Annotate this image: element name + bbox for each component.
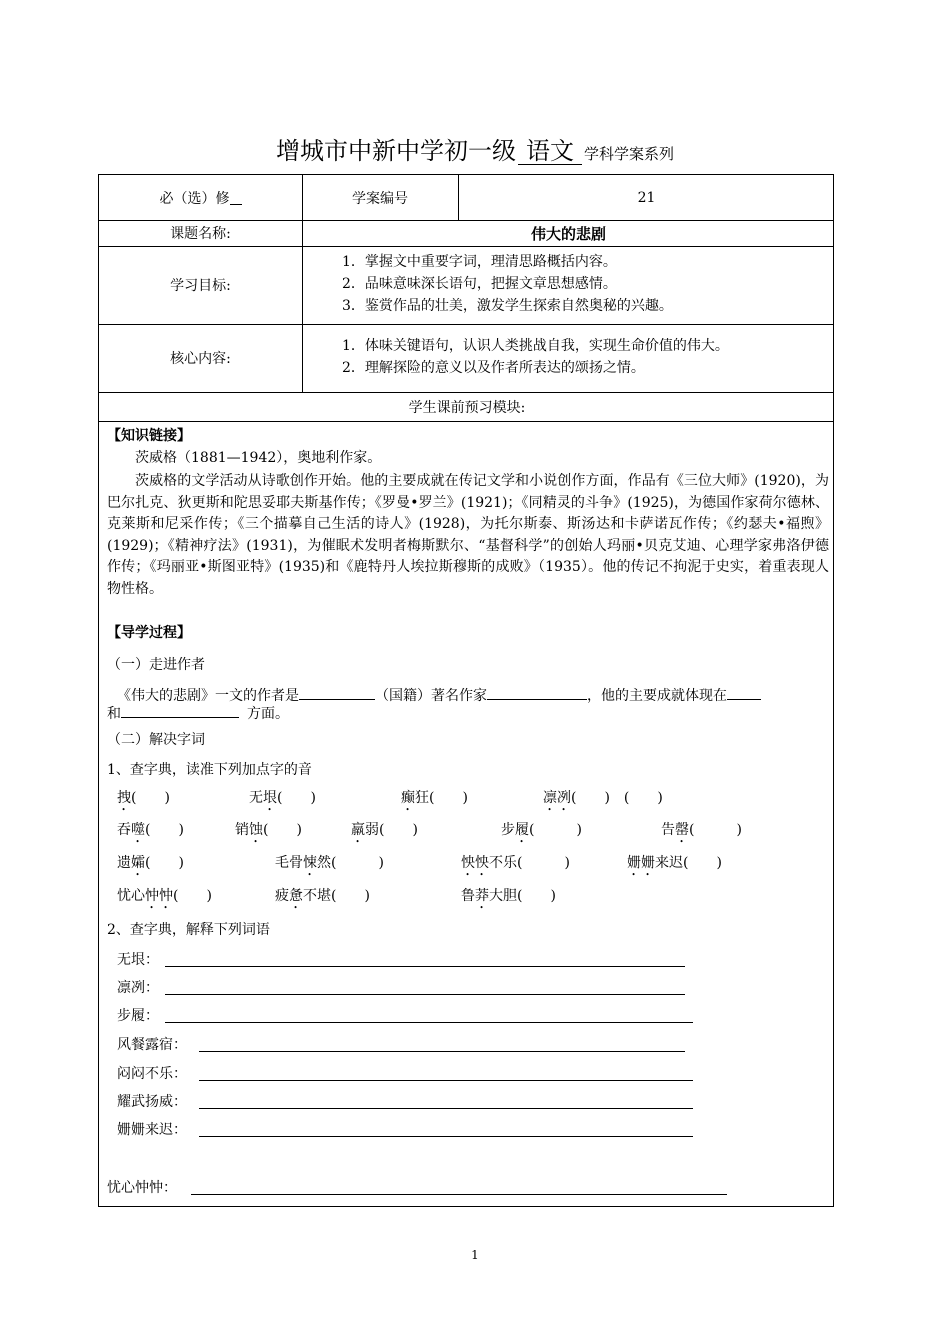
dotted-char: 忡 (159, 888, 173, 904)
word-prefix: 吞 (117, 822, 131, 838)
pinyin-item (117, 852, 184, 879)
writer-blank[interactable] (487, 685, 587, 700)
pinyin-blank[interactable]: ( ) ( ) (571, 790, 663, 806)
pinyin-item (401, 787, 468, 814)
page-number: 1 (471, 1248, 479, 1262)
q-text-a: 《伟大的悲剧》一文的作者是 (117, 688, 299, 704)
pinyin-item (275, 852, 384, 879)
word-prefix: 毛骨 (275, 855, 303, 871)
def-answer-line[interactable] (199, 1051, 685, 1052)
task-define: 2、查字典，解释下列词语 (107, 922, 270, 938)
word-prefix: 忧心 (117, 888, 145, 904)
pinyin-blank[interactable]: 弱( ) (365, 822, 418, 838)
pinyin-blank[interactable]: 来迟( ) (655, 855, 722, 871)
pinyin-blank[interactable]: ( ) (173, 888, 212, 904)
section-words: （二）解决字词 (107, 732, 205, 748)
def-answer-line[interactable] (165, 966, 685, 967)
word-prefix: 告 (661, 822, 675, 838)
required-blank (230, 191, 242, 205)
worksheet-frame (98, 174, 834, 1207)
dotted-char: 罄 (675, 822, 689, 838)
pinyin-blank[interactable]: 大胆( ) (489, 888, 556, 904)
pinyin-item (117, 885, 212, 912)
def-answer-line[interactable] (191, 1194, 727, 1195)
dotted-char: 冽 (557, 790, 571, 806)
module-title: 学生课前预习模块: (408, 399, 526, 416)
pinyin-item (117, 787, 170, 814)
pinyin-item (235, 819, 302, 846)
def-label: 姗姗来迟： (117, 1122, 187, 1138)
section-author: （一）走进作者 (107, 657, 205, 673)
achievement-blank-1[interactable] (727, 685, 761, 700)
pinyin-item (275, 885, 370, 912)
goal-item: 1．掌握文中重要字词，理清思路概括内容。 (342, 254, 617, 270)
pinyin-blank[interactable]: ( ) (689, 822, 742, 838)
def-label: 步履： (117, 1008, 159, 1024)
def-label: 忧心忡忡： (107, 1180, 177, 1196)
goals-list (342, 251, 673, 317)
knowledge-heading: 【知识链接】 (107, 428, 191, 444)
pinyin-blank[interactable]: ( ) (145, 855, 184, 871)
def-answer-line[interactable] (165, 994, 685, 995)
dotted-char: 莽 (475, 888, 489, 904)
pinyin-item (249, 787, 316, 814)
pinyin-blank[interactable]: 然( ) (317, 855, 384, 871)
def-answer-line[interactable] (199, 1080, 693, 1081)
topic-value: 伟大的悲剧 (530, 224, 606, 243)
case-no-value: 21 (637, 189, 656, 206)
def-answer-line[interactable] (165, 1022, 693, 1023)
dotted-char: 怏 (475, 855, 489, 871)
word-prefix: 无 (249, 790, 263, 806)
def-label: 无垠： (117, 952, 159, 968)
core-item: 2．理解探险的意义以及作者所表达的颂扬之情。 (342, 360, 645, 376)
def-label: 闷闷不乐： (117, 1066, 187, 1082)
q-text-b: （国籍）著名作家 (375, 688, 487, 704)
pinyin-item (117, 819, 184, 846)
task-pinyin: 1、查字典，读准下列加点字的音 (107, 762, 312, 778)
core-label: 核心内容: (170, 351, 231, 367)
dotted-char: 姗 (627, 855, 641, 871)
case-no-label: 学案编号 (352, 190, 408, 207)
dotted-char: 怏 (461, 855, 475, 871)
dotted-char: 垠 (263, 790, 277, 806)
pinyin-blank[interactable]: ( ) (529, 822, 582, 838)
def-label: 凛冽： (117, 980, 159, 996)
page-title (0, 132, 950, 173)
q-text-c: ，他的主要成就体现在 (587, 688, 727, 704)
author-name-blank[interactable] (299, 685, 375, 700)
topic-label: 课题名称: (170, 226, 231, 242)
required-label (99, 175, 302, 220)
title-main: 增城市中新中学初一级 (275, 137, 516, 165)
core-list (342, 335, 729, 379)
word-prefix: 销 (235, 822, 249, 838)
q-text-d: 和 (107, 706, 121, 722)
pinyin-item (543, 787, 663, 814)
word-prefix: 步 (501, 822, 515, 838)
dotted-char: 噬 (131, 822, 145, 838)
word-prefix: 疲 (275, 888, 289, 904)
pinyin-blank[interactable]: 狂( ) (415, 790, 468, 806)
pinyin-blank[interactable]: ( ) (263, 822, 302, 838)
q-text-e: 方面。 (247, 706, 289, 722)
pinyin-item (661, 819, 742, 846)
pinyin-item (461, 852, 570, 879)
def-label: 耀武扬威： (117, 1094, 187, 1110)
goal-item: 3．鉴赏作品的壮美，激发学生探索自然奥秘的兴趣。 (342, 298, 673, 314)
dotted-char: 孀 (131, 855, 145, 871)
title-subject: 语文 (518, 138, 582, 165)
author-question-cont (107, 703, 289, 725)
dotted-char: 惫 (289, 888, 303, 904)
knowledge-para-2: 茨威格的文学活动从诗歌创作开始。他的主要成就在传记文学和小说创作方面，作品有《三位大师》(1920)，为巴尔扎克、狄更斯和陀思妥耶夫斯基作传；《罗曼•罗兰》(1921)；《同精灵的斗争》(1925)，为德国作家荷尔德林、克莱斯和尼采作传；《三个描摹自己生活的诗人》(1928)，为托尔斯泰、斯汤达和卡萨诺瓦作传；《约瑟夫•福煦》(1929)；《精神疗法》(1931)，为催眠术发明者梅斯默尔、“基督科学”的创始人玛丽•贝克艾迪、心理学家弗洛伊德作传；《玛丽亚•斯图亚特》(1935)和《鹿特丹人埃拉斯穆斯的成败》（1935）。他的传记不拘泥于史实，着重表现人物性格。 (107, 473, 829, 597)
dotted-char: 羸 (351, 822, 365, 838)
pinyin-blank[interactable]: 不乐( ) (489, 855, 570, 871)
goals-label: 学习目标: (170, 278, 231, 294)
pinyin-blank[interactable]: ( ) (145, 822, 184, 838)
achievement-blank-2[interactable] (121, 703, 239, 718)
dotted-char: 拽 (117, 790, 131, 806)
dotted-char: 姗 (641, 855, 655, 871)
title-suffix: 学科学案系列 (583, 145, 674, 163)
guide-heading: 【导学过程】 (107, 625, 191, 641)
pinyin-item (461, 885, 556, 912)
dotted-char: 癫 (401, 790, 415, 806)
knowledge-para-1: 茨威格（1881—1942），奥地利作家。 (135, 450, 382, 466)
pinyin-item (501, 819, 582, 846)
dotted-char: 凛 (543, 790, 557, 806)
word-prefix: 遗 (117, 855, 131, 871)
required-text: 必（选）修 (159, 190, 230, 207)
word-prefix: 鲁 (461, 888, 475, 904)
pinyin-blank[interactable]: ( ) (277, 790, 316, 806)
def-label: 风餐露宿： (117, 1037, 187, 1053)
dotted-char: 蚀 (249, 822, 263, 838)
pinyin-item (627, 852, 722, 879)
core-item: 1．体味关键语句，认识人类挑战自我，实现生命价值的伟大。 (342, 338, 729, 354)
def-answer-line[interactable] (199, 1108, 693, 1109)
def-answer-line[interactable] (199, 1136, 693, 1137)
goal-item: 2．品味意味深长语句，把握文章思想感情。 (342, 276, 617, 292)
pinyin-blank[interactable]: ( ) (131, 790, 170, 806)
pinyin-blank[interactable]: 不堪( ) (303, 888, 370, 904)
dotted-char: 忡 (145, 888, 159, 904)
row-divider (99, 421, 833, 422)
dotted-char: 履 (515, 822, 529, 838)
dotted-char: 悚 (303, 855, 317, 871)
pinyin-item (351, 819, 418, 846)
